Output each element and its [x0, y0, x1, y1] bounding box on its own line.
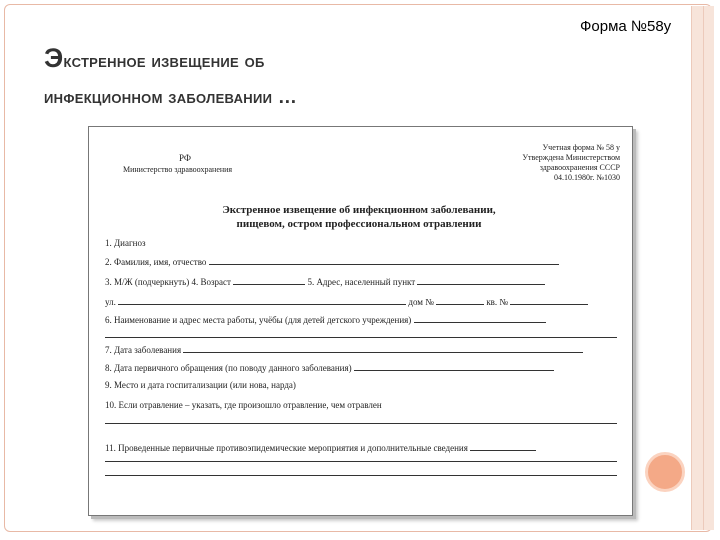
field-label: 8. Дата первичного обращения (по поводу данного заболевания) — [105, 363, 352, 373]
fill-line — [233, 275, 305, 285]
fill-line — [183, 343, 583, 353]
fill-line — [510, 295, 588, 305]
fill-line — [105, 461, 617, 462]
field-label: 9. Место и дата госпитализации (или нова, нарда) — [105, 380, 296, 390]
field-label: 10. Если отравление – указать, где произошло отравление, чем отравлен — [105, 400, 382, 410]
field-label: 6. Наименование и адрес места работы, учёбы (для детей детского учреждения) — [105, 315, 412, 325]
doc-approval-line: здравоохранения СССР — [539, 163, 620, 172]
fill-line — [414, 313, 546, 323]
doc-country: РФ — [179, 153, 191, 163]
field-label: 5. Адрес, населенный пункт — [307, 277, 416, 287]
fill-line — [470, 441, 536, 451]
field-label: 3. М/Ж (подчеркнуть) 4. Возраст — [105, 277, 231, 287]
form-field-poisoning — [105, 399, 617, 413]
form-number-label: Форма №58у — [580, 18, 672, 35]
form-field-full-name — [105, 255, 617, 269]
fill-line — [105, 475, 617, 476]
decorative-circle — [645, 452, 685, 492]
form-field-first-visit-date — [105, 361, 617, 375]
slide-title-initial: Э — [44, 43, 64, 73]
form-field-measures — [105, 441, 617, 455]
fill-line — [105, 337, 617, 338]
doc-title-line: пищевом, остром профессиональном отравлении — [236, 218, 482, 230]
slide-title-line-1-text: кстренное извещение об — [63, 51, 265, 72]
slide-title-line-1 — [44, 40, 564, 80]
fill-line — [417, 275, 545, 285]
form-field-hospitalization — [105, 379, 617, 393]
field-label: 2. Фамилия, имя, отчество — [105, 257, 207, 267]
fill-line — [118, 295, 406, 305]
slide-title — [44, 40, 564, 116]
doc-ministry: Министерство здравоохранения — [123, 165, 233, 174]
slide-title-line-2: инфекционном заболевании … — [44, 87, 298, 108]
decorative-side-line — [703, 6, 704, 530]
field-label: дом № — [408, 297, 434, 307]
field-label: 7. Дата заболевания — [105, 345, 182, 355]
form-field-sex-age-address — [105, 275, 617, 289]
field-label: кв. № — [486, 297, 509, 307]
fill-line — [436, 295, 484, 305]
doc-title — [149, 203, 569, 231]
doc-approval-line: Утверждена Министерством — [522, 153, 620, 162]
doc-title-line: Экстренное извещение об инфекционном заболевании, — [222, 204, 496, 216]
field-label: 11. Проведенные первичные противоэпидемические мероприятия и дополнительные сведения — [105, 443, 468, 453]
form-field-workplace — [105, 313, 617, 327]
field-label: ул. — [105, 297, 116, 307]
form-field-street — [105, 295, 617, 309]
fill-line — [354, 361, 554, 371]
form-field-diagnosis — [105, 237, 617, 251]
doc-approval-note — [490, 143, 620, 183]
doc-approval-line: 04.10.1980г. №1030 — [553, 173, 620, 182]
fill-line — [209, 255, 559, 265]
form-document-image — [88, 126, 633, 516]
doc-approval-line: Учетная форма № 58 у — [542, 143, 620, 152]
form-field-onset-date — [105, 343, 617, 357]
fill-line — [105, 423, 617, 424]
field-label: 1. Диагноз — [105, 238, 146, 248]
